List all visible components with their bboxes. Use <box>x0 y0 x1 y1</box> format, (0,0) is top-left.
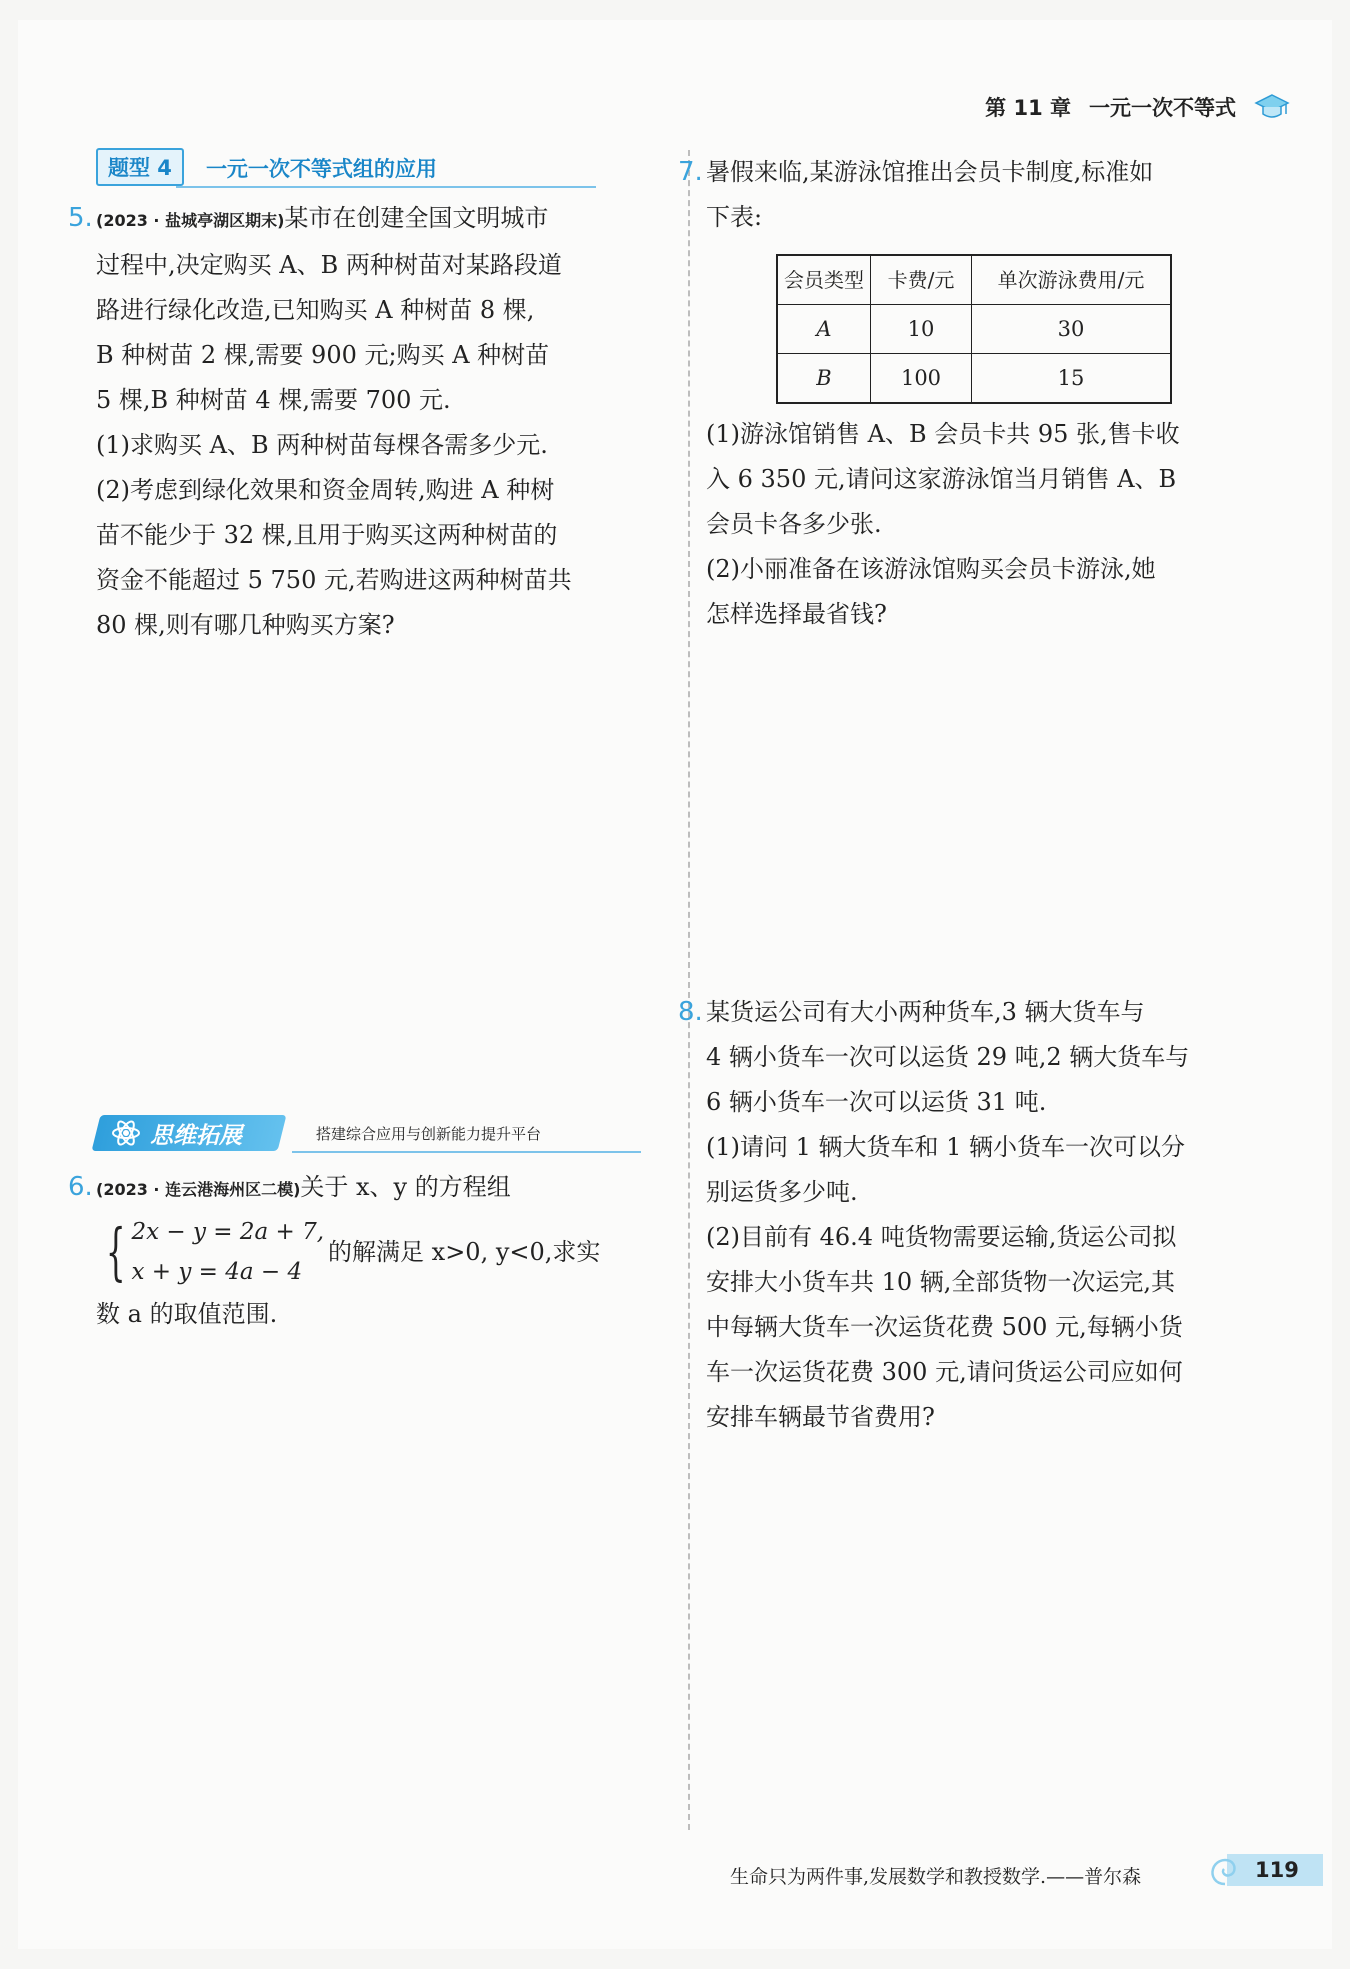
banner-title: 思维拓展 <box>150 1123 242 1149</box>
problem-line: 5 棵,B 种树苗 4 棵,需要 700 元. <box>96 386 451 414</box>
table-row <box>777 354 1171 404</box>
problem-6 <box>68 1165 676 1337</box>
problem-number: 5. <box>68 203 93 233</box>
problem-line: 路进行绿化改造,已知购买 A 种树苗 8 棵, <box>96 296 535 324</box>
problem-line: B 种树苗 2 棵,需要 900 元;购买 A 种树苗 <box>96 341 550 369</box>
graduation-cap-icon <box>1254 92 1290 122</box>
problem-number: 6. <box>68 1172 93 1202</box>
question-2: (2)目前有 46.4 吨货物需要运输,货运公司拟 <box>706 1223 1177 1251</box>
table-cell: 10 <box>871 305 972 354</box>
table-header-row <box>777 255 1171 305</box>
type-underline <box>176 186 596 188</box>
table-row <box>777 305 1171 354</box>
question-2-line: 80 棵,则有哪几种购买方案? <box>96 611 395 639</box>
footer-quote: 生命只为两件事,发展数学和教授数学.——普尔森 <box>730 1866 1142 1888</box>
equation-system-line <box>96 1212 676 1292</box>
problem-line: 4 辆小货车一次可以运货 29 吨,2 辆大货车与 <box>706 1043 1190 1071</box>
problem-line: 数 a 的取值范围. <box>96 1300 278 1328</box>
problem-7 <box>678 150 1291 637</box>
question-1-line: 会员卡各多少张. <box>706 510 882 538</box>
left-column <box>68 150 676 648</box>
question-2-line: 中每辆大货车一次运货花费 500 元,每辆小货 <box>706 1313 1183 1341</box>
table-cell: B <box>777 354 871 404</box>
left-brace: { <box>105 1215 126 1288</box>
fee-table-wrapper <box>776 254 1291 404</box>
question-1: (1)请问 1 辆大货车和 1 辆小货车一次可以分 <box>706 1133 1186 1161</box>
thinking-extension-banner <box>96 1115 641 1155</box>
table-cell: A <box>777 305 871 354</box>
problem-line: 6 辆小货车一次可以运货 31 吨. <box>706 1088 1047 1116</box>
page-number-badge <box>1205 1850 1323 1890</box>
right-column <box>678 150 1291 637</box>
table-cell: 30 <box>972 305 1172 354</box>
problem-source: (2023 · 盐城亭湖区期末) <box>96 211 285 230</box>
question-2: (2)小丽准备在该游泳馆购买会员卡游泳,她 <box>706 555 1156 583</box>
question-1-line: 别运货多少吨. <box>706 1178 858 1206</box>
problem-line: 过程中,决定购买 A、B 两种树苗对某路段道 <box>96 251 562 279</box>
problem-source: (2023 · 连云港海州区二模) <box>96 1180 301 1199</box>
question-2-line: 车一次运货花费 300 元,请问货运公司应如何 <box>706 1358 1183 1386</box>
atom-icon <box>110 1117 142 1149</box>
banner-underline <box>292 1151 641 1153</box>
banner-subtitle: 搭建综合应用与创新能力提升平台 <box>316 1125 542 1143</box>
type-banner <box>96 150 676 186</box>
question-2-line: 苗不能少于 32 棵,且用于购买这两种树苗的 <box>96 521 558 549</box>
table-header: 卡费/元 <box>871 255 972 305</box>
question-2-line: 怎样选择最省钱? <box>706 600 887 628</box>
condition-text: 的解满足 x>0, y<0,求实 <box>328 1237 601 1266</box>
problem-line: 某货运公司有大小两种货车,3 辆大货车与 <box>706 998 1145 1026</box>
problem-line: 暑假来临,某游泳馆推出会员卡制度,标准如 <box>706 158 1154 186</box>
problem-5 <box>68 196 676 648</box>
type-tag: 题型 4 <box>96 148 184 186</box>
chapter-title: 一元一次不等式 <box>1089 96 1236 120</box>
table-header: 会员类型 <box>777 255 871 305</box>
problem-line: 下表: <box>706 203 763 231</box>
swirl-icon <box>1205 1850 1245 1890</box>
question-1-line: 入 6 350 元,请问这家游泳馆当月销售 A、B <box>706 465 1177 493</box>
problem-8 <box>678 990 1291 1440</box>
problem-number: 8. <box>678 997 703 1027</box>
chapter-number: 第 11 章 <box>985 96 1071 120</box>
table-cell: 100 <box>871 354 972 404</box>
equation-1: 2x − y = 2a + 7, <box>131 1219 325 1245</box>
question-2-line: 资金不能超过 5 750 元,若购进这两种树苗共 <box>96 566 572 594</box>
chapter-header <box>985 92 1290 122</box>
problem-line: (2023 · 连云港海州区二模)关于 x、y 的方程组 <box>96 1173 511 1201</box>
problem-line: (2023 · 盐城亭湖区期末)某市在创建全国文明城市 <box>96 204 549 232</box>
equation-2: x + y = 4a − 4 <box>131 1259 303 1285</box>
question-2: (2)考虑到绿化效果和资金周转,购进 A 种树 <box>96 476 555 504</box>
question-2-line: 安排大小货车共 10 辆,全部货物一次运完,其 <box>706 1268 1176 1296</box>
table-cell: 15 <box>972 354 1172 404</box>
fee-table <box>776 254 1172 404</box>
type-title: 一元一次不等式组的应用 <box>205 157 437 181</box>
equation-system <box>96 1212 324 1292</box>
table-header: 单次游泳费用/元 <box>972 255 1172 305</box>
question-1: (1)求购买 A、B 两种树苗每棵各需多少元. <box>96 431 548 459</box>
problem-number: 7. <box>678 157 703 187</box>
page-number: 119 <box>1255 1858 1299 1882</box>
question-1: (1)游泳馆销售 A、B 会员卡共 95 张,售卡收 <box>706 420 1180 448</box>
question-2-line: 安排车辆最节省费用? <box>706 1403 935 1431</box>
